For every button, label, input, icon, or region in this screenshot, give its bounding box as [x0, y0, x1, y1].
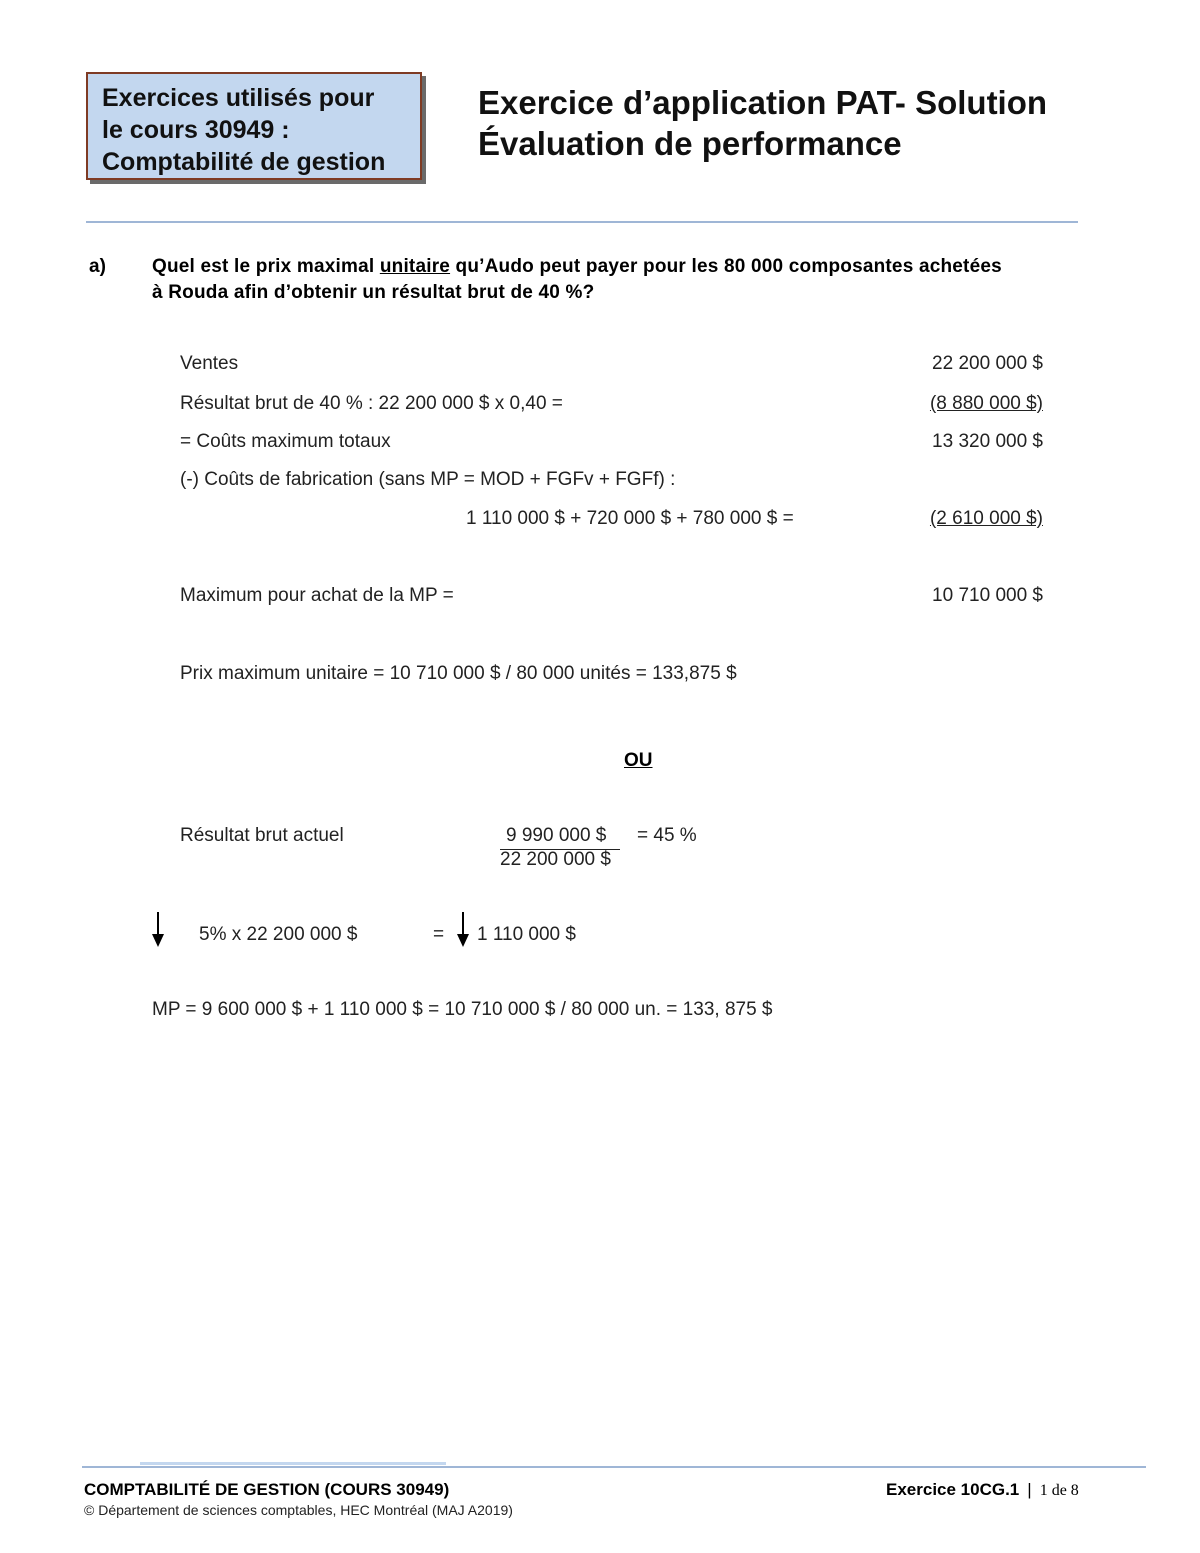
couts-fabrication-label: (-) Coûts de fabrication (sans MP = MOD + FGFv + FGFf) :	[180, 469, 676, 490]
question-line-1-post: qu’Audo peut payer pour les 80 000 composantes achetées	[450, 256, 1002, 277]
course-box-line-2: le cours 30949 :	[102, 116, 290, 144]
ou-separator: OU	[624, 750, 653, 771]
ventes-value: 22 200 000 $	[932, 353, 1043, 374]
couts-fabrication-formula: 1 110 000 $ + 720 000 $ + 780 000 $ =	[466, 508, 794, 529]
footer-accent-bar	[140, 1462, 446, 1465]
page-title-line-1: Exercice d’application PAT- Solution	[478, 84, 1048, 121]
decrease-calc-right: 1 110 000 $	[477, 924, 576, 945]
header-divider	[86, 221, 1078, 223]
resultat-brut-value: (8 880 000 $)	[929, 393, 1043, 414]
course-label-box	[86, 72, 422, 180]
question-underlined-word: unitaire	[379, 256, 451, 277]
prix-maximum-unitaire: Prix maximum unitaire = 10 710 000 $ / 80 000 unités = 133,875 $	[180, 663, 737, 684]
course-box-line-1: Exercices utilisés pour	[102, 84, 375, 112]
question-line-2: à Rouda afin d’obtenir un résultat brut de 40 %?	[152, 282, 595, 303]
footer-page-info	[886, 1480, 1079, 1500]
decrease-calc-left: 5% x 22 200 000 $	[199, 924, 358, 945]
question-line-1	[152, 256, 1002, 278]
couts-max-value: 13 320 000 $	[932, 431, 1043, 452]
arrow-down-icon	[150, 912, 166, 948]
footer-divider	[82, 1466, 1146, 1468]
footer-exercise-id: Exercice 10CG.1	[886, 1480, 1020, 1499]
fraction-result: = 45 %	[637, 825, 697, 846]
fraction-denominator: 22 200 000 $	[500, 849, 611, 870]
footer-copyright: © Département de sciences comptables, HEC Montréal (MAJ A2019)	[84, 1502, 513, 1518]
page-title-line-2: Évaluation de performance	[478, 125, 902, 162]
question-letter: a)	[89, 256, 106, 277]
ventes-label: Ventes	[180, 353, 239, 374]
arrow-down-icon	[455, 912, 471, 948]
footer-page-number: 1 de 8	[1039, 1482, 1079, 1499]
resultat-brut-actuel-label: Résultat brut actuel	[180, 825, 344, 846]
max-mp-label: Maximum pour achat de la MP =	[180, 585, 454, 606]
max-mp-value: 10 710 000 $	[932, 585, 1043, 606]
decrease-calc-equals: =	[433, 924, 445, 945]
footer-separator: |	[1027, 1480, 1032, 1499]
mp-calculation-line: MP = 9 600 000 $ + 1 110 000 $ = 10 710 000 $ / 80 000 un. = 133, 875 $	[152, 999, 773, 1020]
course-box-line-3: Comptabilité de gestion	[102, 148, 386, 176]
resultat-brut-label: Résultat brut de 40 % : 22 200 000 $ x 0,40 =	[180, 393, 563, 414]
couts-fabrication-value: (2 610 000 $)	[929, 508, 1043, 529]
footer-course-title: COMPTABILITÉ DE GESTION (COURS 30949)	[84, 1480, 450, 1499]
question-line-1-pre: Quel est le prix maximal	[152, 256, 380, 277]
couts-max-label: = Coûts maximum totaux	[180, 431, 391, 452]
fraction-numerator: 9 990 000 $	[506, 825, 607, 846]
